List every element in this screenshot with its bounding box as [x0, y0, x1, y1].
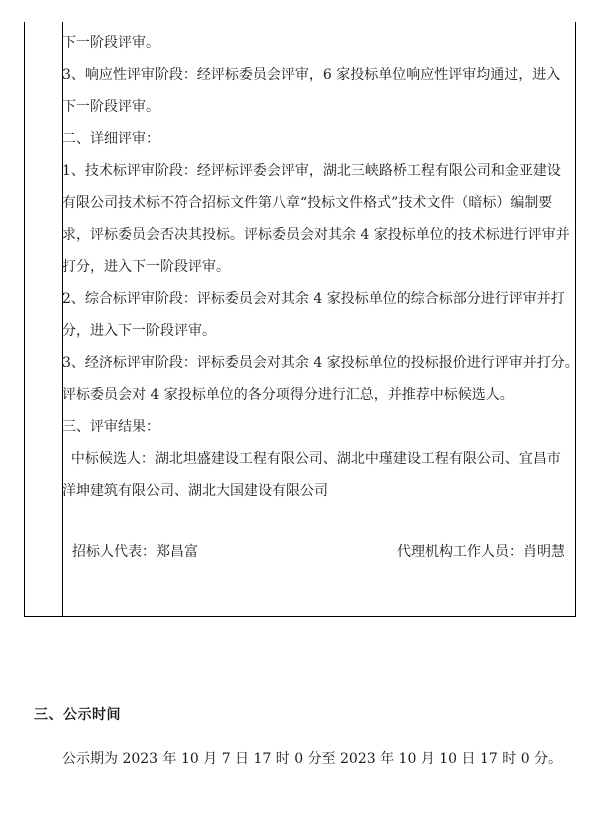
review-line: 3、响应性评审阶段：经评标委员会评审，6 家投标单位响应性评审均通过，进入	[62, 67, 561, 83]
review-line: 下一阶段评审。	[62, 35, 160, 51]
review-line: 有限公司技术标不符合招标文件第八章“投标文件格式”技术文件（暗标）编制要	[62, 195, 553, 211]
tenderer-representative: 招标人代表：郑昌富	[72, 544, 198, 560]
review-line: 洋坤建筑有限公司、湖北大国建设有限公司	[62, 483, 328, 499]
review-line: 二、详细评审：	[62, 131, 160, 147]
review-line: 分，进入下一阶段评审。	[62, 323, 216, 339]
review-line: 1、技术标评审阶段：经评标评委会评审，湖北三峡路桥工程有限公司和金亚建设	[62, 163, 561, 179]
review-line: 求，评标委员会否决其投标。评标委员会对其余 4 家投标单位的技术标进行评审并	[62, 227, 570, 243]
section-heading: 三、公示时间	[34, 707, 121, 723]
review-line: 中标候选人：湖北坦盛建设工程有限公司、湖北中瑾建设工程有限公司、宜昌市	[62, 451, 561, 467]
review-content-cell	[62, 22, 579, 616]
review-line: 2、综合标评审阶段：评标委员会对其余 4 家投标单位的综合标部分进行评审并打	[62, 291, 565, 307]
review-table	[24, 22, 579, 617]
review-line: 三、评审结果：	[62, 419, 160, 435]
agency-staff: 代理机构工作人员：肖明慧	[397, 544, 565, 560]
review-line: 3、经济标评审阶段：评标委员会对其余 4 家投标单位的投标报价进行评审并打分。	[62, 355, 579, 371]
review-line: 评标委员会对 4 家投标单位的各分项得分进行汇总，并推荐中标候选人。	[62, 387, 514, 403]
review-line: 打分，进入下一阶段评审。	[62, 259, 230, 275]
notice-period-text: 公示期为 2023 年 10 月 7 日 17 时 0 分至 2023 年 10 月 10 日 17 时 0 分。	[62, 751, 563, 767]
review-line: 下一阶段评审。	[62, 99, 160, 115]
